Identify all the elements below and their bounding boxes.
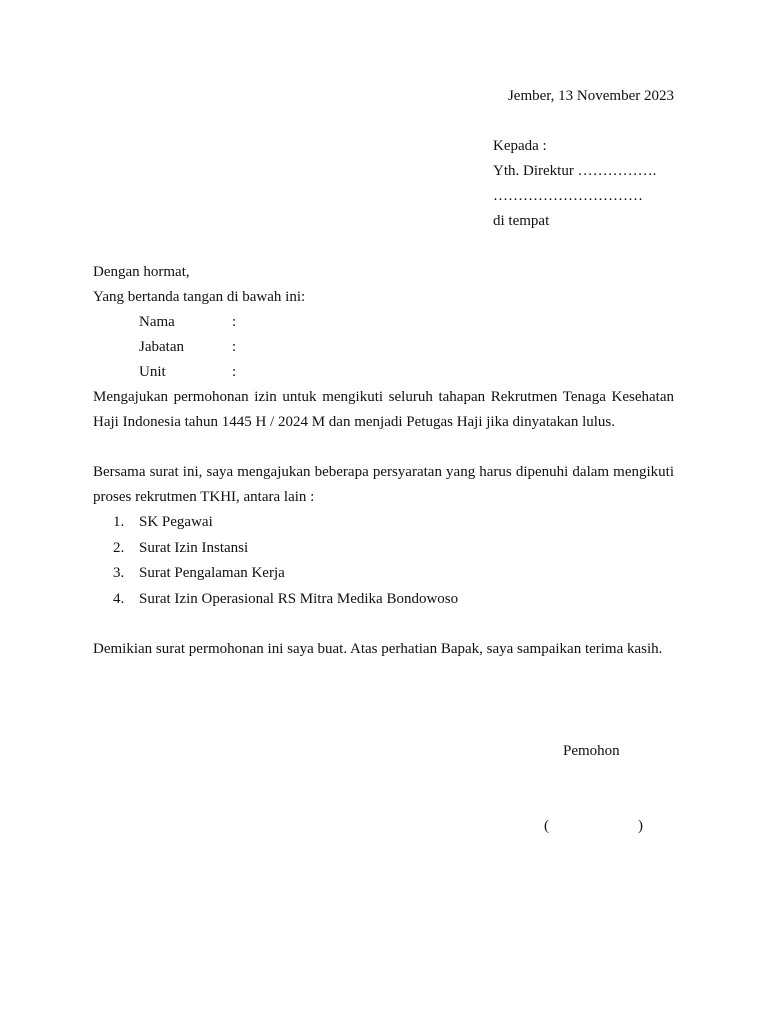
list-text: Surat Izin Instansi	[139, 539, 249, 556]
field-colon: :	[232, 339, 237, 355]
list-item	[113, 561, 458, 587]
list-number: 3.	[113, 565, 125, 581]
field-label: Nama	[139, 314, 175, 330]
list-item	[113, 587, 458, 613]
recipient-line: di tempat	[493, 213, 550, 229]
letter-date: Jember, 13 November 2023	[507, 88, 674, 104]
field-row-nama	[139, 310, 236, 335]
closing-paragraph: Demikian surat permohonan ini saya buat. Atas perhatian Bapak, saya sampaikan terima kasih.	[93, 641, 663, 657]
request-paragraph: Mengajukan permohonan izin untuk mengikuti seluruh tahapan Rekrutmen Tenaga Kesehatan Haji Indonesia tahun 1445 H / 2024 M dan menjadi Petugas Haji jika dinyatakan lulus.	[93, 389, 674, 430]
field-row-jabatan	[139, 335, 236, 360]
list-number: 2.	[113, 539, 125, 556]
applicant-fields	[139, 310, 236, 385]
greeting-block	[93, 260, 674, 310]
list-text: Surat Pengalaman Kerja	[139, 565, 285, 581]
greeting: Dengan hormat,	[93, 264, 190, 280]
recipient-line: …………………………	[493, 188, 643, 204]
list-number: 1.	[113, 514, 125, 530]
recipient-line: Yth. Direktur …………….	[493, 163, 657, 179]
list-text: SK Pegawai	[139, 514, 213, 530]
signature-line	[544, 817, 643, 835]
list-item	[113, 536, 458, 562]
intro-line: Yang bertanda tangan di bawah ini:	[93, 289, 306, 305]
recipient-block	[493, 137, 656, 237]
signature-close-bracket: )	[638, 818, 643, 834]
field-colon: :	[232, 364, 237, 380]
field-row-unit	[139, 360, 236, 385]
signature-open-bracket: (	[544, 818, 549, 834]
list-number: 4.	[113, 590, 125, 607]
list-text: Surat Izin Operasional RS Mitra Medika Bondowoso	[139, 590, 459, 607]
requirements-paragraph: Bersama surat ini, saya mengajukan beberapa persyaratan yang harus dipenuhi dalam mengikuti proses rekrutmen TKHI, antara lain :	[93, 464, 674, 505]
field-label: Unit	[139, 364, 166, 380]
recipient-line: Kepada :	[493, 138, 547, 154]
signer-label: Pemohon	[563, 743, 620, 759]
field-colon: :	[232, 314, 237, 330]
list-item	[113, 510, 458, 536]
field-label: Jabatan	[139, 339, 184, 355]
requirements-list	[113, 510, 458, 612]
